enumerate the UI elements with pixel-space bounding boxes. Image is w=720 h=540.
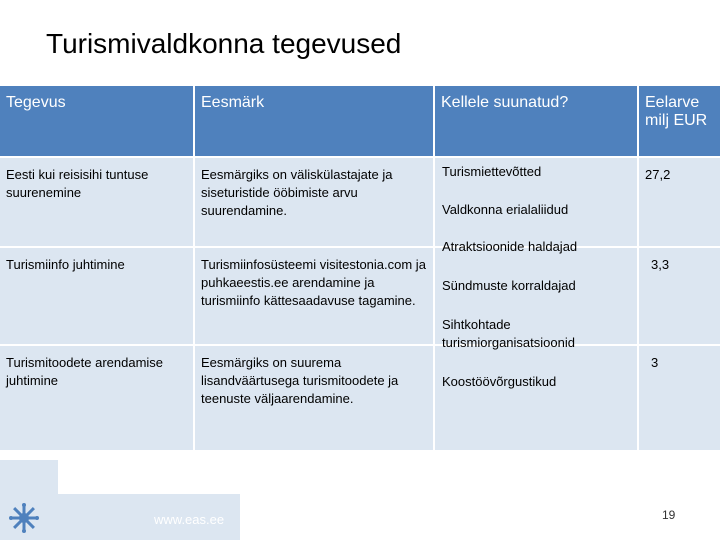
target-group-item: Koostöövõrgustikud xyxy=(442,374,557,389)
header-kellele: Kellele suunatud? xyxy=(434,86,638,157)
footer-url: www.eas.ee xyxy=(154,512,225,527)
cell-eesmark: Eesmärgiks on suurema lisandväärtusega turismitoodete ja teenuste väljaarendamine. xyxy=(194,345,434,451)
target-group-item: Atraktsioonide haldajad xyxy=(442,239,578,254)
target-group-item: Turismiettevõtted xyxy=(442,164,542,179)
page-number: 19 xyxy=(662,508,676,522)
table-row xyxy=(0,345,720,451)
header-eesmark: Eesmärk xyxy=(194,86,434,157)
table-row xyxy=(0,157,720,247)
activities-table xyxy=(0,86,720,452)
cell-eesmark: Turismiinfosüsteemi visitestonia.com ja puhkaeestis.ee arendamine ja turismiinfo kättesaadavuse tagamine. xyxy=(194,247,434,345)
target-group-item: Sihtkohtade turismiorganisatsioonid xyxy=(442,317,575,350)
cell-eelarve: 3,3 xyxy=(638,247,720,345)
cell-eelarve: 27,2 xyxy=(638,157,720,247)
table-header-row xyxy=(0,86,720,157)
cell-tegevus: Eesti kui reisisihi tuntuse suurenemine xyxy=(0,157,194,247)
cell-eelarve: 3 xyxy=(638,345,720,451)
target-group-item: Sündmuste korraldajad xyxy=(442,278,576,293)
cell-kellele xyxy=(434,345,638,451)
eas-snowflake-logo-icon xyxy=(6,503,42,533)
slide-title: Turismivaldkonna tegevused xyxy=(46,28,402,59)
header-eelarve: Eelarve milj EUR xyxy=(638,86,720,157)
cell-eesmark: Eesmärgiks on väliskülastajate ja siseturistide ööbimiste arvu suurendamine. xyxy=(194,157,434,247)
cell-tegevus: Turismiinfo juhtimine xyxy=(0,247,194,345)
cell-tegevus: Turismitoodete arendamise juhtimine xyxy=(0,345,194,451)
header-tegevus: Tegevus xyxy=(0,86,194,157)
target-group-item: Valdkonna erialaliidud xyxy=(442,202,569,217)
